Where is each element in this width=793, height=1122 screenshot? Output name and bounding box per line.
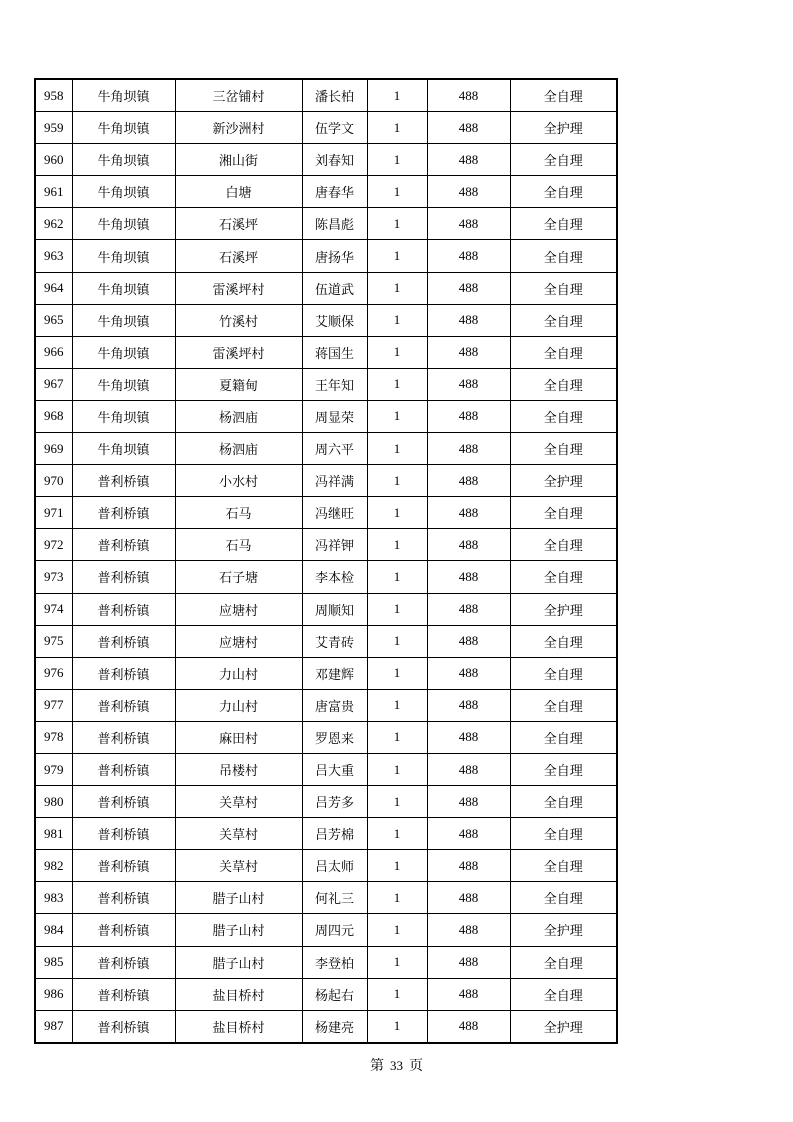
cell-care-type: 全自理 (510, 721, 617, 753)
table-row (35, 786, 617, 818)
cell-town: 普利桥镇 (72, 561, 175, 593)
cell-count: 1 (367, 625, 427, 657)
cell-seq-no: 983 (35, 882, 72, 914)
cell-care-type: 全自理 (510, 529, 617, 561)
cell-count: 1 (367, 689, 427, 721)
cell-village: 雷溪坪村 (175, 272, 302, 304)
cell-seq-no: 984 (35, 914, 72, 946)
cell-care-type: 全自理 (510, 978, 617, 1010)
cell-name: 杨起右 (302, 978, 367, 1010)
cell-amount: 488 (427, 529, 510, 561)
cell-town: 普利桥镇 (72, 529, 175, 561)
page-label-prefix: 第 (370, 1058, 384, 1074)
cell-amount: 488 (427, 689, 510, 721)
cell-name: 周四元 (302, 914, 367, 946)
cell-care-type: 全护理 (510, 914, 617, 946)
cell-seq-no: 976 (35, 657, 72, 689)
cell-town: 牛角坝镇 (72, 304, 175, 336)
cell-seq-no: 962 (35, 208, 72, 240)
cell-town: 牛角坝镇 (72, 400, 175, 432)
cell-village: 石马 (175, 497, 302, 529)
table-row (35, 914, 617, 946)
cell-care-type: 全自理 (510, 657, 617, 689)
cell-care-type: 全自理 (510, 208, 617, 240)
cell-amount: 488 (427, 336, 510, 368)
cell-name: 李本检 (302, 561, 367, 593)
table-row (35, 529, 617, 561)
cell-seq-no: 966 (35, 336, 72, 368)
cell-count: 1 (367, 1010, 427, 1043)
cell-town: 牛角坝镇 (72, 79, 175, 112)
cell-care-type: 全护理 (510, 465, 617, 497)
cell-name: 李登柏 (302, 946, 367, 978)
cell-amount: 488 (427, 818, 510, 850)
cell-care-type: 全自理 (510, 818, 617, 850)
cell-seq-no: 981 (35, 818, 72, 850)
cell-village: 腊子山村 (175, 914, 302, 946)
cell-town: 普利桥镇 (72, 1010, 175, 1043)
cell-care-type: 全护理 (510, 112, 617, 144)
cell-village: 白塘 (175, 176, 302, 208)
cell-village: 石溪坪 (175, 240, 302, 272)
cell-name: 周六平 (302, 433, 367, 465)
cell-name: 伍学文 (302, 112, 367, 144)
cell-name: 吕大重 (302, 753, 367, 785)
cell-town: 普利桥镇 (72, 497, 175, 529)
cell-village: 吊楼村 (175, 753, 302, 785)
cell-town: 牛角坝镇 (72, 368, 175, 400)
cell-seq-no: 986 (35, 978, 72, 1010)
cell-count: 1 (367, 368, 427, 400)
table-row (35, 240, 617, 272)
cell-count: 1 (367, 497, 427, 529)
cell-town: 普利桥镇 (72, 946, 175, 978)
table-row (35, 144, 617, 176)
cell-village: 盐目桥村 (175, 1010, 302, 1043)
cell-amount: 488 (427, 1010, 510, 1043)
cell-count: 1 (367, 208, 427, 240)
cell-village: 杨泗庙 (175, 400, 302, 432)
cell-care-type: 全护理 (510, 1010, 617, 1043)
cell-town: 普利桥镇 (72, 721, 175, 753)
page-number: 33 (390, 1058, 403, 1073)
cell-village: 石溪坪 (175, 208, 302, 240)
cell-care-type: 全自理 (510, 497, 617, 529)
cell-care-type: 全自理 (510, 144, 617, 176)
cell-amount: 488 (427, 144, 510, 176)
cell-count: 1 (367, 336, 427, 368)
table-row (35, 657, 617, 689)
cell-amount: 488 (427, 497, 510, 529)
cell-count: 1 (367, 753, 427, 785)
cell-town: 普利桥镇 (72, 753, 175, 785)
cell-town: 普利桥镇 (72, 786, 175, 818)
cell-amount: 488 (427, 240, 510, 272)
cell-amount: 488 (427, 272, 510, 304)
cell-count: 1 (367, 304, 427, 336)
cell-seq-no: 960 (35, 144, 72, 176)
cell-name: 周顺知 (302, 593, 367, 625)
cell-count: 1 (367, 593, 427, 625)
cell-name: 吕太师 (302, 850, 367, 882)
cell-amount: 488 (427, 882, 510, 914)
cell-amount: 488 (427, 850, 510, 882)
cell-name: 冯继旺 (302, 497, 367, 529)
cell-amount: 488 (427, 625, 510, 657)
cell-village: 小水村 (175, 465, 302, 497)
cell-village: 雷溪坪村 (175, 336, 302, 368)
table-row (35, 721, 617, 753)
cell-name: 唐扬华 (302, 240, 367, 272)
cell-count: 1 (367, 946, 427, 978)
cell-name: 伍道武 (302, 272, 367, 304)
cell-name: 冯祥钾 (302, 529, 367, 561)
cell-amount: 488 (427, 914, 510, 946)
cell-seq-no: 970 (35, 465, 72, 497)
cell-town: 普利桥镇 (72, 978, 175, 1010)
cell-seq-no: 979 (35, 753, 72, 785)
cell-village: 新沙洲村 (175, 112, 302, 144)
cell-care-type: 全自理 (510, 240, 617, 272)
cell-village: 关草村 (175, 850, 302, 882)
table-row (35, 433, 617, 465)
cell-count: 1 (367, 721, 427, 753)
page-label-suffix: 页 (409, 1058, 423, 1074)
cell-care-type: 全自理 (510, 882, 617, 914)
cell-seq-no: 967 (35, 368, 72, 400)
cell-seq-no: 963 (35, 240, 72, 272)
cell-count: 1 (367, 786, 427, 818)
cell-amount: 488 (427, 721, 510, 753)
cell-village: 力山村 (175, 689, 302, 721)
cell-name: 杨建亮 (302, 1010, 367, 1043)
cell-care-type: 全自理 (510, 272, 617, 304)
cell-seq-no: 968 (35, 400, 72, 432)
cell-seq-no: 973 (35, 561, 72, 593)
cell-care-type: 全护理 (510, 593, 617, 625)
cell-count: 1 (367, 272, 427, 304)
cell-seq-no: 965 (35, 304, 72, 336)
cell-seq-no: 980 (35, 786, 72, 818)
cell-seq-no: 974 (35, 593, 72, 625)
cell-care-type: 全自理 (510, 400, 617, 432)
cell-count: 1 (367, 850, 427, 882)
cell-name: 艾青砖 (302, 625, 367, 657)
cell-seq-no: 985 (35, 946, 72, 978)
table-row (35, 336, 617, 368)
table-row (35, 561, 617, 593)
table-body (35, 79, 617, 1043)
cell-amount: 488 (427, 400, 510, 432)
cell-town: 普利桥镇 (72, 914, 175, 946)
cell-name: 刘春知 (302, 144, 367, 176)
cell-amount: 488 (427, 368, 510, 400)
table-row (35, 272, 617, 304)
cell-town: 普利桥镇 (72, 689, 175, 721)
cell-count: 1 (367, 112, 427, 144)
cell-town: 普利桥镇 (72, 465, 175, 497)
table-row (35, 978, 617, 1010)
cell-count: 1 (367, 176, 427, 208)
cell-seq-no: 982 (35, 850, 72, 882)
cell-care-type: 全自理 (510, 850, 617, 882)
cell-name: 冯祥满 (302, 465, 367, 497)
cell-care-type: 全自理 (510, 786, 617, 818)
cell-amount: 488 (427, 786, 510, 818)
cell-seq-no: 961 (35, 176, 72, 208)
cell-name: 吕芳多 (302, 786, 367, 818)
table-row (35, 1010, 617, 1043)
cell-town: 牛角坝镇 (72, 144, 175, 176)
cell-village: 关草村 (175, 818, 302, 850)
cell-village: 三岔铺村 (175, 79, 302, 112)
cell-name: 陈昌彪 (302, 208, 367, 240)
cell-village: 关草村 (175, 786, 302, 818)
cell-amount: 488 (427, 112, 510, 144)
cell-care-type: 全自理 (510, 753, 617, 785)
table-row (35, 818, 617, 850)
cell-count: 1 (367, 529, 427, 561)
cell-seq-no: 987 (35, 1010, 72, 1043)
cell-village: 应塘村 (175, 593, 302, 625)
cell-seq-no: 972 (35, 529, 72, 561)
cell-name: 蒋国生 (302, 336, 367, 368)
cell-village: 夏籍甸 (175, 368, 302, 400)
cell-count: 1 (367, 657, 427, 689)
table-row (35, 400, 617, 432)
cell-count: 1 (367, 79, 427, 112)
cell-village: 应塘村 (175, 625, 302, 657)
cell-town: 牛角坝镇 (72, 336, 175, 368)
cell-village: 石子塘 (175, 561, 302, 593)
cell-care-type: 全自理 (510, 176, 617, 208)
cell-village: 腊子山村 (175, 882, 302, 914)
cell-care-type: 全自理 (510, 625, 617, 657)
table-row (35, 497, 617, 529)
records-table (34, 78, 618, 1044)
cell-town: 普利桥镇 (72, 593, 175, 625)
cell-village: 麻田村 (175, 721, 302, 753)
cell-amount: 488 (427, 208, 510, 240)
table-row (35, 593, 617, 625)
cell-town: 普利桥镇 (72, 657, 175, 689)
table-row (35, 882, 617, 914)
cell-amount: 488 (427, 465, 510, 497)
cell-village: 盐目桥村 (175, 978, 302, 1010)
cell-name: 邓建辉 (302, 657, 367, 689)
cell-count: 1 (367, 561, 427, 593)
cell-count: 1 (367, 400, 427, 432)
cell-count: 1 (367, 914, 427, 946)
cell-amount: 488 (427, 304, 510, 336)
cell-seq-no: 969 (35, 433, 72, 465)
table-row (35, 753, 617, 785)
table-row (35, 112, 617, 144)
cell-care-type: 全自理 (510, 304, 617, 336)
cell-seq-no: 978 (35, 721, 72, 753)
cell-amount: 488 (427, 561, 510, 593)
cell-seq-no: 959 (35, 112, 72, 144)
cell-town: 牛角坝镇 (72, 112, 175, 144)
cell-name: 罗恩来 (302, 721, 367, 753)
cell-amount: 488 (427, 753, 510, 785)
cell-village: 石马 (175, 529, 302, 561)
cell-seq-no: 977 (35, 689, 72, 721)
cell-seq-no: 971 (35, 497, 72, 529)
cell-amount: 488 (427, 176, 510, 208)
cell-village: 竹溪村 (175, 304, 302, 336)
cell-village: 杨泗庙 (175, 433, 302, 465)
cell-town: 牛角坝镇 (72, 433, 175, 465)
cell-seq-no: 958 (35, 79, 72, 112)
cell-town: 牛角坝镇 (72, 208, 175, 240)
cell-care-type: 全自理 (510, 79, 617, 112)
cell-amount: 488 (427, 433, 510, 465)
cell-name: 周显荣 (302, 400, 367, 432)
cell-town: 普利桥镇 (72, 850, 175, 882)
cell-village: 湘山街 (175, 144, 302, 176)
cell-name: 潘长柏 (302, 79, 367, 112)
cell-town: 普利桥镇 (72, 882, 175, 914)
cell-seq-no: 975 (35, 625, 72, 657)
cell-count: 1 (367, 144, 427, 176)
table-row (35, 689, 617, 721)
cell-care-type: 全自理 (510, 561, 617, 593)
cell-town: 牛角坝镇 (72, 176, 175, 208)
cell-care-type: 全自理 (510, 946, 617, 978)
cell-amount: 488 (427, 978, 510, 1010)
cell-name: 唐春华 (302, 176, 367, 208)
cell-name: 何礼三 (302, 882, 367, 914)
cell-name: 吕芳棉 (302, 818, 367, 850)
table-row (35, 304, 617, 336)
cell-care-type: 全自理 (510, 433, 617, 465)
cell-name: 艾顺保 (302, 304, 367, 336)
cell-village: 腊子山村 (175, 946, 302, 978)
table-row (35, 208, 617, 240)
page-footer (0, 1055, 793, 1075)
cell-count: 1 (367, 240, 427, 272)
cell-care-type: 全自理 (510, 689, 617, 721)
cell-count: 1 (367, 882, 427, 914)
cell-town: 牛角坝镇 (72, 240, 175, 272)
table-row (35, 368, 617, 400)
table-row (35, 465, 617, 497)
cell-count: 1 (367, 978, 427, 1010)
cell-name: 唐富贵 (302, 689, 367, 721)
table-row (35, 850, 617, 882)
cell-village: 力山村 (175, 657, 302, 689)
cell-amount: 488 (427, 657, 510, 689)
cell-count: 1 (367, 465, 427, 497)
table-row (35, 625, 617, 657)
cell-amount: 488 (427, 946, 510, 978)
table-row (35, 946, 617, 978)
cell-seq-no: 964 (35, 272, 72, 304)
cell-care-type: 全自理 (510, 336, 617, 368)
cell-care-type: 全自理 (510, 368, 617, 400)
cell-amount: 488 (427, 79, 510, 112)
cell-count: 1 (367, 818, 427, 850)
cell-town: 牛角坝镇 (72, 272, 175, 304)
cell-town: 普利桥镇 (72, 818, 175, 850)
cell-name: 王年知 (302, 368, 367, 400)
cell-town: 普利桥镇 (72, 625, 175, 657)
cell-count: 1 (367, 433, 427, 465)
table-row (35, 79, 617, 112)
cell-amount: 488 (427, 593, 510, 625)
table-row (35, 176, 617, 208)
